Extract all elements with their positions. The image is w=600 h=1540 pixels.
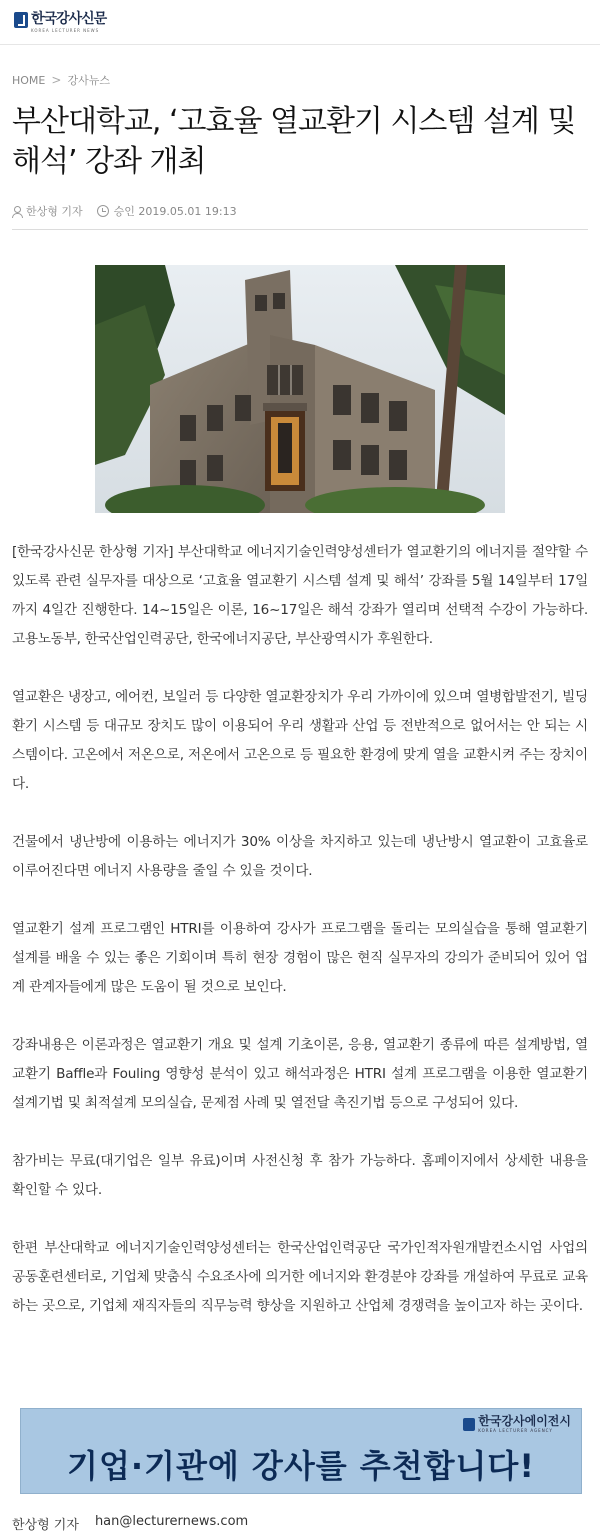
article-paragraph: [한국강사신문 한상형 기자] 부산대학교 에너지기술인력양성센터가 열교환기의 에너지를 절약할 수 있도록 관련 실무자를 대상으로 ‘고효율 열교환기 시스템 설계 및 해석’ 강좌를 5월 14일부터 17일까지 4일간 진행한다. 14~15일은 이론, 16~17일은 해석 강좌가 열리며 선택적 수강이 가능하다. 고용노동부, 한국산업인력공단, 한국에너지공단, 부산광역시가 후원한다. [12,544,588,647]
article-paragraph: 건물에서 냉난방에 이용하는 에너지가 30% 이상을 차지하고 있는데 냉난방시 열교환이 고효율로 이루어진다면 에너지 사용량을 줄일 수 있을 것이다. [12,834,588,879]
logo-title: 한국강사신문 [31,11,107,27]
article-body [12,538,588,1350]
article-paragraph: 참가비는 무료(대기업은 일부 유료)이며 사전신청 후 참가 가능하다. 홈페이지에서 상세한 내용을 확인할 수 있다. [12,1153,588,1198]
publish-date: 승인 2019.05.01 19:13 [113,205,237,218]
breadcrumb-section[interactable]: 강사뉴스 [67,74,110,87]
author-name: 한상형 기자 [26,205,83,218]
banner-brand-subtitle: KOREA LECTURER AGENCY [478,1428,553,1433]
article-paragraph: 열교환은 냉장고, 에어컨, 보일러 등 다양한 열교환장치가 우리 가까이에 있으며 열병합발전기, 빌딩 환기 시스템 등 대규모 장치도 많이 이용되어 우리 생활과 산업 등 전반적으로 없어서는 안 되는 시스템이다. 고온에서 저온으로, 저온에서 고온으로 등 필요한 환경에 맞게 열을 교환시켜 주는 장치이다. [12,689,588,792]
article-title: 부산대학교, ‘고효율 열교환기 시스템 설계 및 해석’ 강좌 개최 [12,104,576,179]
clock-icon [97,205,109,217]
site-logo[interactable] [14,12,106,33]
footer-author: 한상형 기자 [12,1518,79,1533]
publish-info [97,203,237,219]
breadcrumb-home[interactable]: HOME [12,73,46,87]
footer-email[interactable]: han@lecturernews.com [94,1514,249,1529]
article-meta [12,203,588,230]
person-icon [12,206,22,217]
article-paragraph: 열교환기 설계 프로그램인 HTRI를 이용하여 강사가 프로그램을 돌리는 모의실습을 통해 열교환기 설계를 배울 수 있는 좋은 기회이며 특히 현장 경험이 많은 현직 실무자의 강의가 준비되어 있어 업계 관계자들에게 많은 도움이 될 것으로 보인다. [12,921,588,995]
footer-byline [12,1514,248,1533]
author-info [12,203,83,219]
article-paragraph: 강좌내용은 이론과정은 열교환기 개요 및 설계 기초이론, 응용, 열교환기 종류에 따른 설계방법, 열교환기 Baffle과 Fouling 영향성 분석이 있고 해석과정은 HTRI 설계 프로그램을 이용한 열교환기 설계기법 및 최적설계 모의실습, 문제점 사례 및 열전달 촉진기법 등으로 구성되어 있다. [12,1037,588,1111]
article-paragraph: 한편 부산대학교 에너지기술인력양성센터는 한국산업인력공단 국가인적자원개발컨소시엄 사업의 공동훈련센터로, 기업체 맞춤식 수요조사에 의거한 에너지와 환경분야 강좌를 개설하여 무료로 교육하는 곳으로, 기업체 재직자들의 직무능력 향상을 지원하고 산업체 경쟁력을 높이고자 하는 곳이다. [12,1240,588,1314]
agency-ad-banner[interactable] [20,1408,582,1494]
breadcrumb [12,72,110,88]
chevron-right-icon: > [51,73,62,87]
newspaper-logo-icon [14,12,28,28]
logo-subtitle: KOREA LECTURER NEWS [31,28,100,33]
site-header [0,0,600,45]
banner-brand [463,1415,571,1433]
agency-logo-icon [463,1418,475,1431]
banner-brand-title: 한국강사에이전시 [478,1414,571,1428]
article-photo [95,265,505,513]
banner-headline: 기업·기관에 강사를 추천합니다! [67,1447,535,1485]
building-photo-illustration [95,265,505,513]
